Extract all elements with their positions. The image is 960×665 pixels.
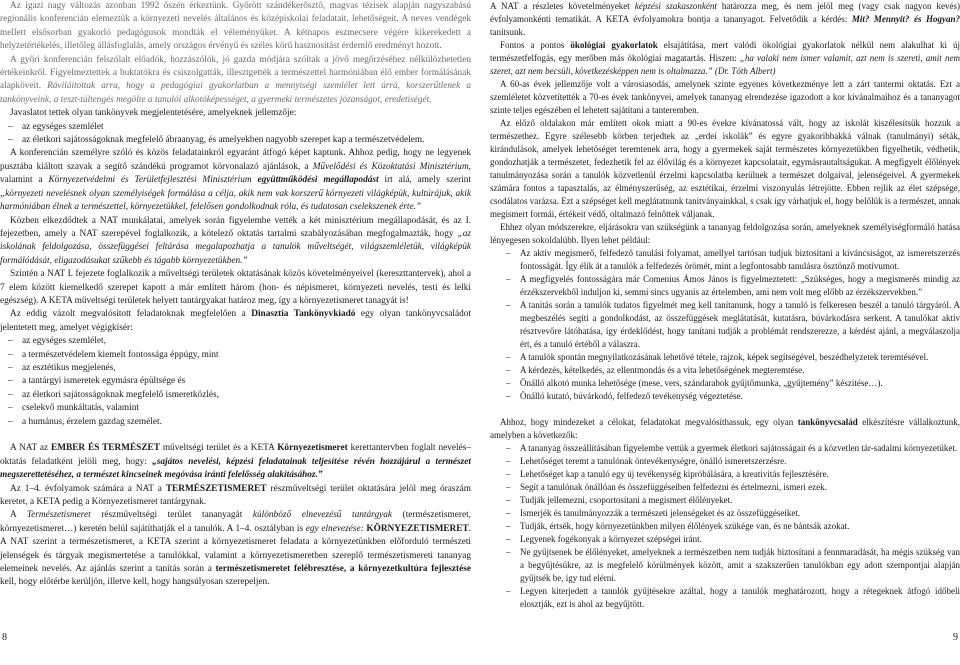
list-item: – Ne gyűjtsenek be élőlényeket, amelyeknek a természetben nem tudják biztosítani a fennmaradását, ha mégis szükség van a begyűjtésükre, az is megfelelő körülmények között, amit a szakszerűen tanulókban egy adott szempontjai alapján gyűjtsék be, így tud elérni.: [520, 546, 960, 585]
list-item: – Segít a tanulónak önállóan és összefüggéseiben felfedezni és értelmezni, ismeri ezek.: [520, 481, 960, 494]
list-tankonyvcsalad: [0, 335, 471, 429]
list-item: – Legyenek fogékonyak a környezet szépségei iránt.: [520, 533, 960, 546]
paragraph: Közben elkezdődtek a NAT munkálatai, amelyek során figyelembe vették a két minisztérium megállapodását, és az I. fejezetben, amely a NAT szerepével foglalkozik, a kötelező oktatás tartalmi szabályozásában megfogalmazták, hogy „az iskolának feldolgozása, összefüggései feltárása megalapozhatja a tanulók műveltségét, világszemléletük, világképük formálódását, eligazodásukat szűkebb és tágabb környezetükben.”: [0, 215, 471, 266]
paragraph: Az eddig vázolt megvalósított feladatoknak megfelelően a Dinasztia Tankönyvkiadó egy olyan tankönyvcsaládot jelentetett meg, amelyet végigkísér:: [0, 309, 471, 333]
list-item: – A tanulók spontán megnyilatkozásának lehetővé tétele, rajzok, képek segítségével, beszédhelyzetek teremtésével.: [520, 351, 960, 364]
list-item: – az életkori sajátosságoknak megfelelő ismeretközlés,: [22, 389, 471, 402]
paragraph: Fontos a pontos ökológiai gyakorlatok elsajátítása, mert valódi ökológiai gyakorlatok nélkül nem alakulhat ki új természetfelfogás, egy merőben más ökológiai magatartás. Hiszen: „ha valaki nem ismer valamit, azt nem is szereti, amit nem szeret, azt nem becsüli, következésképpen nem is oltalmazza.” (Dr. Tóth Albert): [490, 39, 960, 76]
page-number: 9: [953, 632, 958, 643]
list-item: – az egységes szemlélet,: [22, 335, 471, 348]
paragraph: Az előző oldalakon már említett okok miatt a 90-es évekre kívánatossá vált, hogy az iskolát kiszélesítsük hozzuk a természethez. Egyre szélesebb körben terjedtek az „erdei iskolák” és egyre gyakoribbakká válnak (tanulmányi) séták, kirándulások, amelyek lehetőséget teremtenek arra, hogy a gyermekek saját természetes környezetükben figyelhetik, védhetik, gondozhatják a természetet, fedezhetik fel az élővilág és a környezet kapcsolatait, egymásrautaltságukat. A megfigyelt élőlények tanulmányozása során a tanulók közvetlenül érzelmi kapcsolatba kerülnek a természet dolgaival, jelenségeivel. A gyermekek számára fontos a tapasztalás, az élményszerűség, az esztétikai, érzelmi viszonyulás létrejötte. Ebben rejlik az élet szépsége, csodálatos varázsa. Ezt a szépséget kell meglátatnunk tanítványainkkal, s csak így várhatjuk el, hogy belőlük is a természet, annak megismert formái, értékeit védő, oltalmazó felnőttek váljanak.: [490, 117, 960, 219]
paragraph: Ahhoz, hogy mindezeket a célokat, feladatokat megvalósíthassuk, egy olyan tankönyvcsalád elkészítésre vállalkoztunk, amelyben a következők:: [490, 416, 960, 440]
paragraph: A NAT a részletes követelményeket képzési szakaszonként határozza meg, és nem jelöl meg (vagy csak nagyon kevés) évfolyamonkénti tematikát. A KETA évfolyamokra bontja a tananyagot. Felvetődik a kérdés: Mit? Mennyit? és Hogyan? tanítsunk.: [490, 1, 960, 37]
list-tankonyv-jellemzok: [0, 121, 471, 148]
paragraph: A 60-as évek jellemzője volt a városiasodás, amelynek szinte egyenes következménye lett a zárt tantermi oktatás. Ezt a szemléletet közvetítették a 70-es évek tankönyvei, amelyek tananyag elrendezése igazodott a kor kívánalmaihoz és a tananyagot szinte teljes egészében el lehetett sajátítani a tanteremben.: [490, 78, 960, 115]
paragraph: Az 1–4. évfolyamok számára a NAT a TERMÉSZETISMERET részműveltségi terület oktatására jelöl meg óraszám keretet, a KETA pedig a Környezetismeret tantárgynak.: [0, 483, 472, 508]
list-item: – cselekvő munkáltatás, valamint: [22, 402, 471, 415]
list-tankonyvcsalad-celok: [490, 442, 960, 611]
paragraph: A Természetismeret részműveltségi terület tananyagát különböző elnevezésű tantárgyak (természetismeret, környezetismeret…) keretén belül sajátíthatják el a tanulók. A 1–4. osztályban is egy elnevezése: KÖRNYEZETISMERET. A NAT szerint a természetismeret, a KETA szerint a környezetismeret feladata a környezetünkben előforduló természeti jelenségek és tárgyak megismertetése a tanulókkal, valamint a környezetismeretben szereplő természetismereti tananyag elemeinek nevelés. Az ajánlás szerint a tanítás során a természetismeretet felébresztése, a környezetkultúra fejlesztése kell, hogy előtérbe kerüljön, illetve kell, hogy hangsúlyosan szerepeljen.: [0, 510, 472, 588]
list-item: – A kérdezés, kételkedés, az ellentmondás és a vita lehetőségének megteremtése.: [520, 364, 960, 377]
paragraph: Ehhez olyan módszerekre, eljárásokra van szükségünk a tananyag feldolgozása során, amelyeknek személyiségformáló hatása lényegesen sokoldalúbb. Ilyen lehet például:: [490, 221, 960, 245]
list-modszerek: [490, 247, 960, 403]
list-item: – Tudják jellemezni, csoportosítani a megismert élőlényeket.: [520, 494, 960, 507]
paragraph: Javaslatot tettek olyan tankönyvek megjelentetésére, amelyeknek jellemzője:: [10, 108, 297, 119]
list-item: – Önálló alkotó munka lehetősége (mese, vers, szándarabok gyűjtőmunka, „gyűjtemény” készítése…).: [520, 377, 960, 390]
page-number: 8: [2, 632, 7, 643]
list-item: – Lehetőséget teremt a tanulónak öntevékenységre, önálló ismeretszerzésre.: [520, 455, 960, 468]
list-item: – Lehetőséget kap a tanuló egy új tevékenység kipróbálására, a kreativitás fejlesztésére.: [520, 468, 960, 481]
left-page: [0, 0, 471, 665]
list-item: – a természetvédelem kiemelt fontossága éppúgy, mint: [22, 349, 471, 362]
list-item: – Legyen kiterjedett a tanulók gyűjtésekre azáltal, hogy a tanulók meghatározott, hogy a rétegeknek átfogó időbeli elosztják, ezt is ahol az begyűjtött.: [520, 585, 960, 611]
list-item: – az életkori sajátosságoknak megfelelő ábraanyag, és amelyekben nagyobb szerepet kap a természetvédelem.: [22, 134, 471, 147]
paragraph: A győri konferencián felszólalt előadók, hozzászólók, jó gazda módjára szóltak a jövő megőrzéséhez nélkülözhetetlen értékeinkről. Figyelmeztettek a buktatókra és csiszolgatták, illesztgették a természettel harmóniában élő ember formálásának alapköveit. Ráviláitottak arra, hogy a pedagógiai gyakorlatban a mennyiségi szemlélet lett úrrá, korszerűtlenek a tankönyveink, a teszt-túltengés megölte a tanulói alkotóképességet, a gyermeki természetes józanságot, eredetiségét.: [0, 54, 471, 105]
right-page: [490, 0, 960, 665]
list-item: – Önálló kutató, búvárkodó, felfedező tevékenység végeztetése.: [520, 390, 960, 403]
list-item: – A tananyag összeállításában figyelembe vettük a gyermek életkori sajátosságait és a közvetlen tár-sadalmi környezetüket.: [520, 442, 960, 455]
list-item: – Ismerjék és tanulmányozzák a természeti jelenségeket és az összefüggéseiket.: [520, 507, 960, 520]
list-item: – a humánus, érzelem gazdag személet.: [22, 416, 471, 429]
right-text-column: [490, 0, 960, 611]
list-item: – az egységes szemlélet: [22, 121, 471, 134]
paragraph: Az igazi nagy változás azonban 1992 őszén érkeztünk. Győrött szándékerősztő, magvas tézisek alapján nagyszabású regionális konferencián elemeztük a környezeti nevelés általános és középiskolai feladatait, lehetőségeit. A neves vendégek mellett elsősorban gyakorló pedagógusok mondták el véleményüket. A kétnapos eszmecsere végére kikerekedett a helyzetértékelés, illetőleg állásfoglalás, amely országos érvényű és széles körű hasznosítást érdemlő eredményt hozott.: [0, 1, 471, 52]
list-item: – A tanítás során a tanulók tudatos figyelmét meg kell tanítanunk, hogy a tanuló is felkeresen beszél a tanuló tárgyáról. A megbeszélés segíti a gondolkodást, az összefüggések meglátatását, kutatásra, búvárkodásra serkent. A tanulókat aktív résztvevőre látóhatása, így érdeklődést, hogy tanítani tudják a problémát rendszerezze, a kérdést ajánl, a megválaszolja ért, és a tanuló értéből a válaszra.: [520, 299, 960, 351]
list-item: – Az aktív megismerő, felfedező tanulási folyamat, amellyel tartósan tudjuk biztosítani a kíváncsiságot, az ismeretszerzés fontosságát. Így élik át a tanulók a felfedezés örömét, mint a legfontosabb tanulásra ösztönző motívumot.: [520, 247, 960, 273]
left-text-column: [0, 0, 471, 590]
paragraph: Szintén a NAT I. fejezete foglalkozik a műveltségi területek oktatásának közös követelményeivel (kereszttantervek), ahol a 7 elem között kiemelkedő szerepet kapott a már említett három (hon- és népismeret, környezeti nevelés, testi és lelki egészség). A KETA műveltségi területek helyett tantárgyakat határoz meg, így a környezetismeret tanagyát is!: [0, 269, 471, 306]
list-item: – az esztétikus megjelenés,: [22, 362, 471, 375]
list-item: – Tudják, értsék, hogy környezetünkben milyen élőlények szükége van, és ne bántsák azokat.: [520, 520, 960, 533]
list-item: – a tantárgyi ismeretek egymásra épültsége és: [22, 375, 471, 388]
paragraph: A NAT az EMBER ÉS TERMÉSZET műveltségi terület és a KETA Környezetismeret kerettantervben foglalt nevelés–oktatás feladatként jelöli meg, hogy: „sajátos nevelési, képzési feladatainak teljesítése révén hozzájárul a természet megszerettetéséhez, a természet kincseinek megóvása iránti felelősség alakításához.”: [0, 443, 472, 481]
paragraph: A konferencián személyre szóló és közös feladatainkról egyaránt átfogó képet kaptunk. Ahhoz pedig, hogy ne legyenek pusztába kiáltott szavak a segítő szándékú programot körvonalazó ajánlások, a Művelődési és Közoktatási Minisztérium, valamint a Környezetvédelmi és Területfejlesztési Minisztérium együttműködési megállapodást írt alá, amely szerint „környezeti nevelésnek olyan személyiségek formálása a célja, akik nem vak korszerű környezeti világképük, kultúrájuk, akik harmóniában élnek a természettel, környezetükkel, felelősen gondolkodnak róla, és tudatosan cselekszenek érte.”: [0, 148, 472, 213]
list-item: – A megfigyelés fontosságára már Comenius Ámos János is figyelmeztetett: „Szükséges, hogy a megismerés mindig az érzékszervekből induljon ki, semmi sincs ugyanis az értelemben, ami nem volt meg előbb az érzékszervekben.”: [520, 273, 960, 299]
